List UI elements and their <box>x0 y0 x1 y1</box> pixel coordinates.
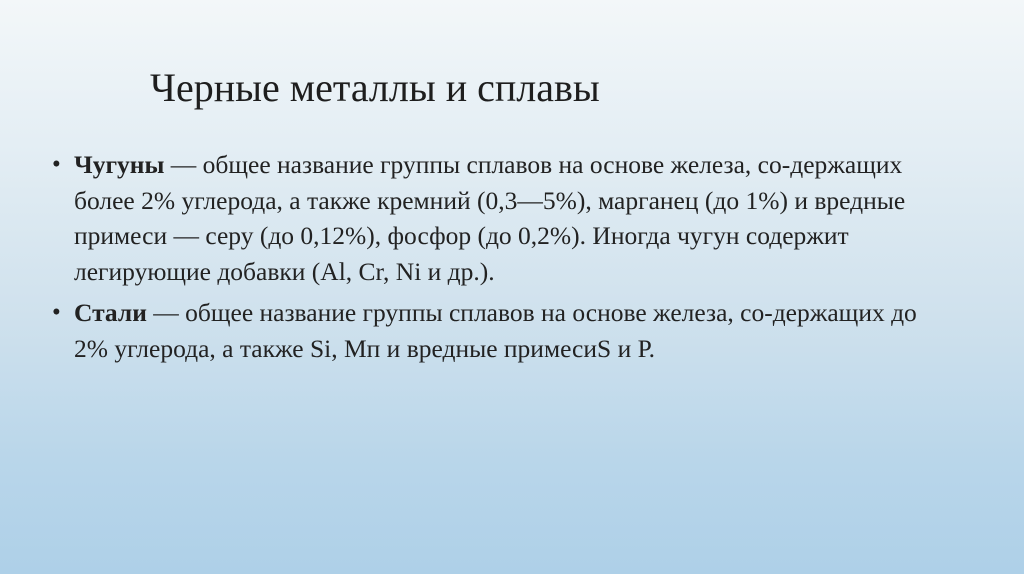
slide-title: Черные металлы и сплавы <box>150 65 600 110</box>
bullet-list <box>52 147 952 372</box>
bullet-marker: • <box>52 151 61 178</box>
bullet-text: — общее название группы сплавов на основе железа, со-держащих до 2% углерода, а также Si, Мп и вредные примесиS и Р. <box>74 298 917 363</box>
bullet-text: — общее название группы сплавов на основе железа, со-держащих более 2% углерода, а также кремний (0,3—5%), марганец (до 1%) и вредные примеси — серу (до 0,12%), фосфор (до 0,2%). Иногда чугун содержит легирующие добавки (Al, Cr, Ni и др.). <box>74 150 906 286</box>
bullet-term: Стали <box>74 298 147 327</box>
bullet-marker: • <box>52 299 61 326</box>
bullet-term: Чугуны <box>74 150 165 179</box>
bullet-item-steel <box>52 295 952 366</box>
bullet-item-cast-iron <box>52 147 952 289</box>
